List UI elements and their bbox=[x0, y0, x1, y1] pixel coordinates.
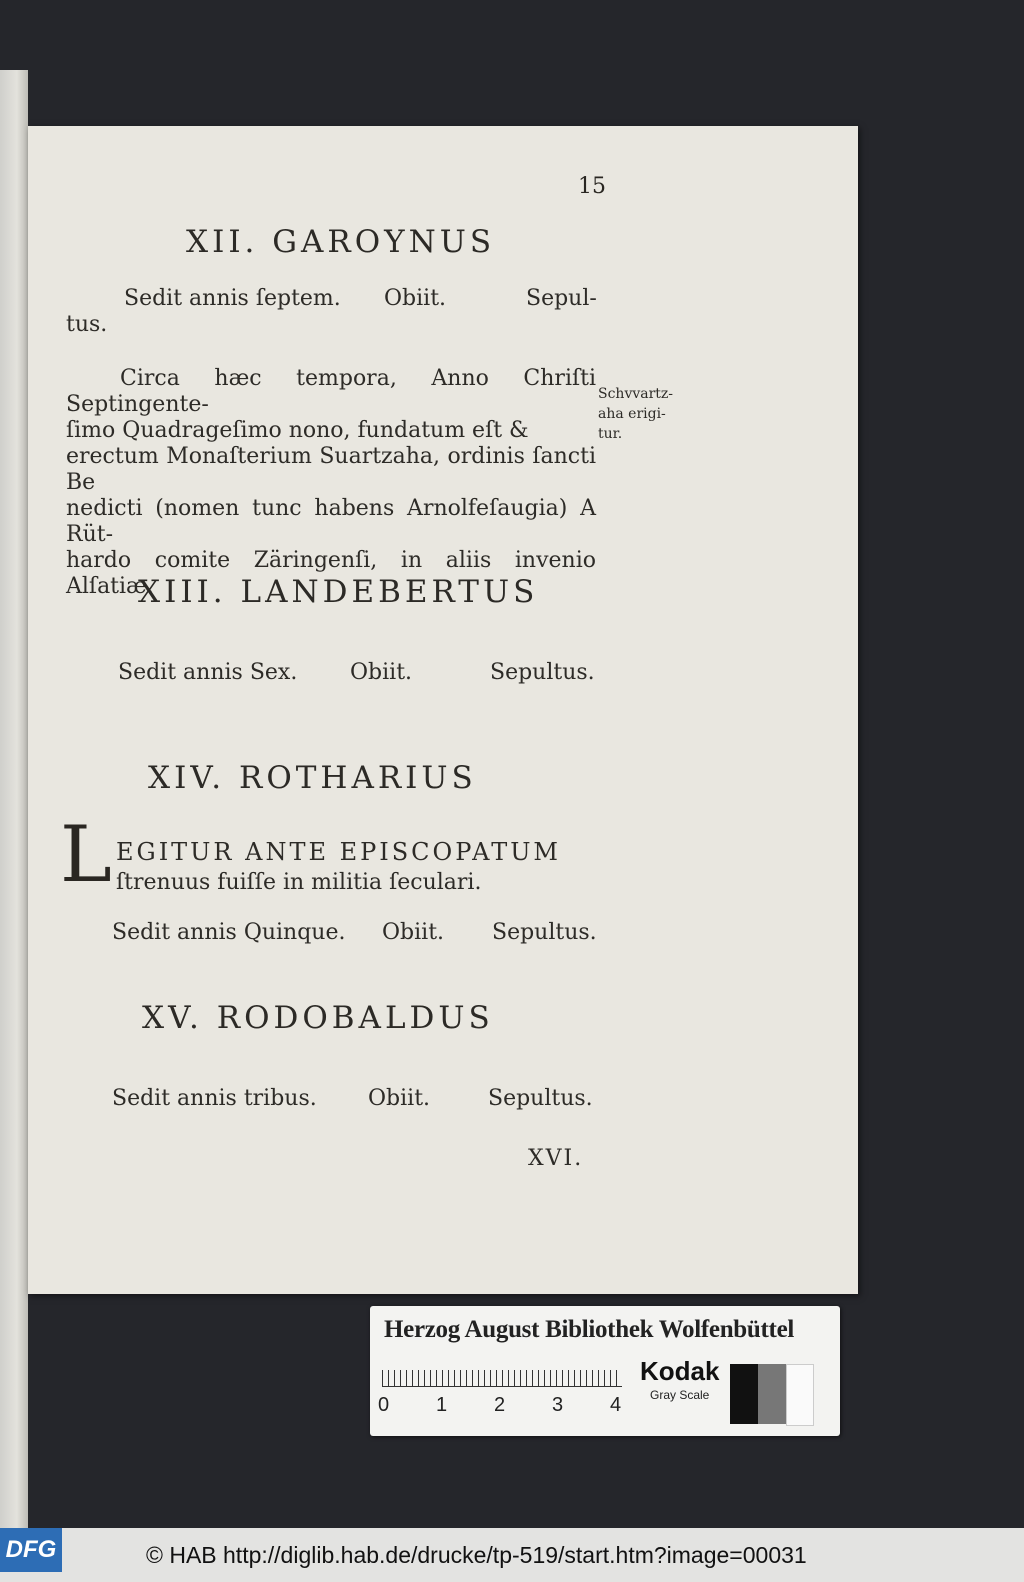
margin-note-line: aha erigi- bbox=[598, 406, 666, 422]
paragraph-line: hardo comite Zäringenſi, in aliis invenio Alſatiæ. bbox=[66, 548, 596, 599]
ruler-number: 1 bbox=[436, 1394, 448, 1416]
footer-credit[interactable]: © HAB http://diglib.hab.de/drucke/tp-519/start.htm?image=00031 bbox=[146, 1542, 807, 1568]
margin-note-line: Schvvartz- bbox=[598, 386, 674, 402]
paragraph-line: ſimo Quadrageſimo nono, fundatum eſt & bbox=[66, 418, 529, 443]
heading-xii: XII. GAROYNUS bbox=[186, 224, 496, 260]
entry-xiii-sepultus: Sepultus. bbox=[490, 660, 595, 685]
entry-xii-sepultus-cont: tus. bbox=[66, 312, 108, 337]
margin-note-line: tur. bbox=[598, 426, 623, 442]
gray-swatch-black bbox=[730, 1364, 758, 1424]
entry-xiv-sepultus: Sepultus. bbox=[492, 920, 597, 945]
color-target bbox=[370, 1306, 840, 1436]
paragraph-line: Circa hæc tempora, Anno Chriſti Septingente- bbox=[66, 366, 596, 417]
gray-swatch-mid bbox=[758, 1364, 786, 1424]
gray-scale-label: Gray Scale bbox=[650, 1388, 710, 1402]
left-page-edge bbox=[0, 70, 28, 1540]
ruler-number: 2 bbox=[494, 1394, 506, 1416]
ruler-number: 3 bbox=[552, 1394, 564, 1416]
target-title: Herzog August Bibliothek Wolfenbüttel bbox=[384, 1316, 795, 1343]
ruler-scale bbox=[382, 1360, 622, 1387]
entry-xii-sepultus: Sepul- bbox=[526, 286, 597, 311]
paragraph-line: nedicti (nomen tunc habens Arnolfeſaugia) A Rüt- bbox=[66, 496, 596, 547]
caps-line: EGITUR ANTE EPISCOPATUM bbox=[116, 838, 561, 866]
entry-xv-sedit: Sedit annis tribus. bbox=[112, 1086, 317, 1111]
entry-xiv-text: ſtrenuus fuiſſe in militia ſeculari. bbox=[116, 870, 482, 895]
ruler-number: 4 bbox=[610, 1394, 622, 1416]
entry-xii-sedit: Sedit annis ſeptem. bbox=[124, 286, 341, 311]
heading-xiii: XIII. LANDEBERTUS bbox=[138, 574, 539, 610]
ruler-number: 0 bbox=[378, 1394, 390, 1416]
ruler-numbers bbox=[378, 1394, 638, 1418]
heading-xiv: XIV. ROTHARIUS bbox=[148, 760, 477, 796]
margin-note bbox=[598, 384, 688, 444]
entry-xv-obiit: Obiit. bbox=[368, 1086, 431, 1111]
gray-swatch-white bbox=[786, 1364, 814, 1426]
entry-xii-obiit: Obiit. bbox=[384, 286, 447, 311]
dfg-logo[interactable]: DFG bbox=[0, 1528, 62, 1572]
entry-xiii-sedit: Sedit annis Sex. bbox=[118, 660, 298, 685]
heading-xv: XV. RODOBALDUS bbox=[142, 1000, 494, 1036]
entry-xiii-obiit: Obiit. bbox=[350, 660, 413, 685]
kodak-logo: Kodak bbox=[640, 1356, 720, 1386]
entry-xv-sepultus: Sepultus. bbox=[488, 1086, 593, 1111]
paragraph-line: erectum Monaſterium Suartzaha, ordinis ſancti Be bbox=[66, 444, 596, 495]
entry-xiv-sedit: Sedit annis Quinque. bbox=[112, 920, 346, 945]
catchword: XVI. bbox=[528, 1146, 584, 1171]
book-page bbox=[28, 126, 858, 1294]
paragraph-schwarzach bbox=[66, 366, 596, 600]
page-number: 15 bbox=[578, 174, 606, 199]
dropcap: L bbox=[60, 810, 112, 900]
entry-xiv-obiit: Obiit. bbox=[382, 920, 445, 945]
